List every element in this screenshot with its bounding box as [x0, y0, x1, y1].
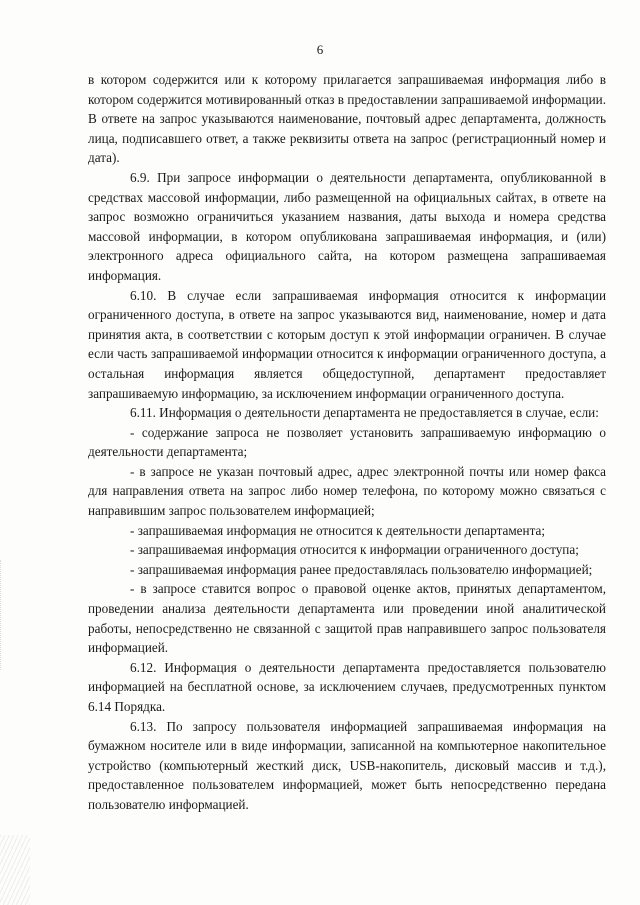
paragraph-continuation: в котором содержится или к которому прилагается запрашиваемая информация либо в котором содержится мотивированный отказ в предоставлении запрашиваемой информации. В ответе на запрос указываются наименование, почтовый адрес департамента, должность лица, подписавшего ответ, а также реквизиты ответа на запрос (регистрационный номер и дата).	[88, 72, 606, 166]
paragraph-6-10: 6.10. В случае если запрашиваемая информация относится к информации ограниченного доступа, в ответе на запрос указываются вид, наименование, номер и дата принятия акта, в соответствии с которым доступ к этой информации ограничен. В случае если часть запрашиваемой информации относится к информации ограниченного доступа, а остальная информация является общедоступной, департамент предоставляет запрашиваемую информацию, за исключением информации ограниченного доступа.	[88, 287, 606, 401]
paragraph-6-12: 6.12. Информация о деятельности департамента предоставляется пользователю информацией на бесплатной основе, за исключением случаев, предусмотренных пунктом 6.14 Порядка.	[88, 659, 606, 714]
list-item: - содержание запроса не позволяет установить запрашиваемую информацию о деятельности департамента;	[88, 424, 606, 460]
paragraph-6-9: 6.9. При запросе информации о деятельности департамента, опубликованной в средствах массовой информации, либо размещенной на официальных сайтах, в ответе на запрос возможно ограничиться указанием названия, даты выхода и номера средства массовой информации, в котором опубликована запрашиваемая информация, и (или) электронного адреса официального сайта, на котором размещена запрашиваемая информация.	[88, 169, 606, 283]
paragraph-6-13: 6.13. По запросу пользователя информацией запрашиваемая информация на бумажном носителе или в виде информации, записанной на компьютерное накопительное устройство (компьютерный жесткий диск, USB-накопитель, дисковый массив и т.д.), предоставленное пользователем информацией, может быть непосредственно передана пользователю информацией.	[88, 718, 606, 812]
list-item: - запрашиваемая информация ранее предоставлялась пользователю информацией;	[130, 561, 593, 577]
scan-edge-artifact	[0, 560, 9, 670]
list-item: - запрашиваемая информация относится к информации ограниченного доступа;	[130, 542, 579, 558]
list-item: - запрашиваемая информация не относится к деятельности департамента;	[130, 522, 546, 538]
document-body	[88, 70, 606, 815]
list-item: - в запросе не указан почтовый адрес, адрес электронной почты или номер факса для направления ответа на запрос либо номер телефона, по которому можно связаться с направившим запрос пользователем информацией;	[88, 463, 606, 519]
page-number: 6	[316, 42, 324, 57]
paragraph-6-11: 6.11. Информация о деятельности департамента не предоставляется в случае, если:	[130, 405, 599, 421]
scan-corner-artifact	[0, 835, 30, 905]
list-item: - в запросе ставится вопрос о правовой оценке актов, принятых департаментом, проведении анализа деятельности департамента или проведении иной аналитической работы, непосредственно не связанной с защитой прав направившего запрос пользователя информацией.	[88, 581, 606, 656]
